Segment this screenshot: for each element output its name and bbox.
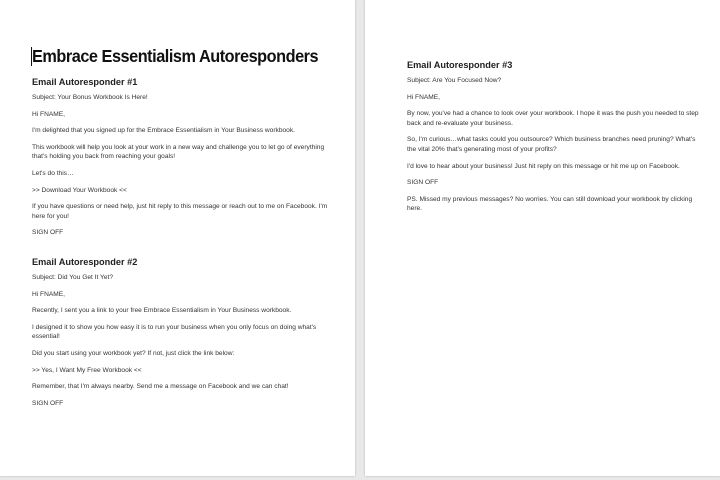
workbook-link-text: >> Yes, I Want My Free Workbook << <box>32 366 142 374</box>
download-link-text: >> Download Your Workbook << <box>32 186 127 194</box>
autoresponder-section-3 <box>407 60 700 214</box>
email-paragraph: I'm delighted that you signed up for the Embrace Essentialism in Your Business workbook. <box>32 127 295 135</box>
email-greeting: Hi FNAME, <box>32 110 65 118</box>
email-paragraph: I designed it to show you how easy it is to run your business when you only focus on doing what's essential! <box>32 323 317 341</box>
email-paragraph: Did you start using your workbook yet? If not, just click the link below: <box>32 349 235 357</box>
email-greeting: Hi FNAME, <box>407 93 440 101</box>
email-paragraph: Recently, I sent you a link to your free Embrace Essentialism in Your Business workbook. <box>32 307 292 315</box>
email-paragraph: Remember, that I'm always nearby. Send me a message on Facebook and we can chat! <box>32 383 289 391</box>
email-signoff: SIGN OFF <box>32 229 64 237</box>
text-cursor <box>31 47 32 66</box>
email-paragraph: I'd love to hear about your business! Just hit reply on this message or hit me up on Facebook. <box>407 162 680 170</box>
email-signoff: SIGN OFF <box>407 179 439 187</box>
email-greeting: Hi FNAME, <box>32 290 65 298</box>
email-paragraph: So, I'm curious…what tasks could you outsource? Which business branches need pruning? What's the vital 20% that's generating most of your profits? <box>407 136 696 153</box>
autoresponder-section-1 <box>32 77 335 238</box>
document-page-2 <box>365 0 720 476</box>
section-heading: Email Autoresponder #2 <box>32 256 138 267</box>
email-paragraph: Let's do this… <box>32 169 74 177</box>
section-heading: Email Autoresponder #3 <box>407 60 513 70</box>
email-subject: Subject: Did You Get It Yet? <box>32 273 114 281</box>
email-signoff: SIGN OFF <box>32 399 64 407</box>
document-page-1 <box>0 0 355 476</box>
document-title <box>32 46 319 67</box>
autoresponder-section-2 <box>32 257 335 408</box>
email-subject: Subject: Your Bonus Workbook Is Here! <box>32 94 148 101</box>
document-title-text: Embrace Essentialism Autoresponders <box>32 46 319 66</box>
email-postscript: PS. Missed my previous messages? No worries. You can still download your workbook by clicking here. <box>407 195 693 213</box>
email-subject: Subject: Are You Focused Now? <box>407 77 502 84</box>
email-paragraph: This workbook will help you look at your work in a new way and challenge you to let go of everything that's holding you back from reaching your goals! <box>32 143 325 161</box>
section-heading: Email Autoresponder #1 <box>32 77 138 87</box>
email-paragraph: By now, you've had a chance to look over your workbook. I hope it was the push you needed to step back and re-evaluate your business. <box>407 110 699 127</box>
email-paragraph: If you have questions or need help, just hit reply to this message or reach out to me on Facebook. I'm here for you! <box>32 203 328 220</box>
